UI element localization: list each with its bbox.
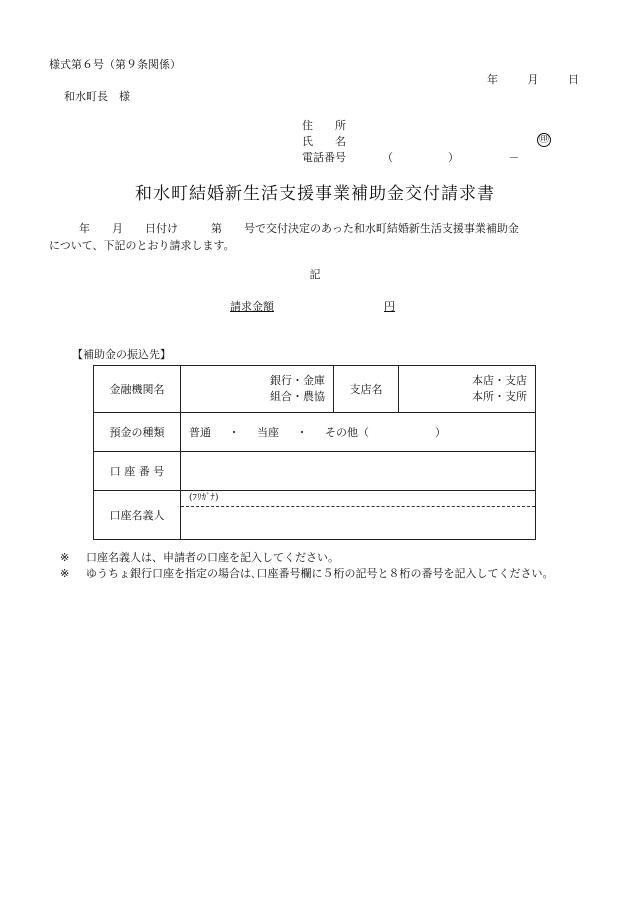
date-day-label: 日 [568,73,579,86]
account-holder-label: 口座名義人 [94,491,181,540]
amount-unit: 円 [384,300,395,313]
note-item [60,550,554,566]
note-item [60,566,554,582]
deposit-type-label: 預金の種類 [94,413,181,452]
branch-label: 支店名 [334,366,399,413]
account-holder-row [94,491,536,540]
seal-icon: ㊞ [539,134,549,145]
institution-types-1: 銀行・金庫 [270,374,325,387]
deposit-option-other[interactable]: その他（ ） [325,426,446,439]
bank-section-title: 【補助金の振込先】 [72,348,171,361]
phone-label: 電話番号 [302,151,346,164]
branch-field[interactable] [399,366,536,413]
account-holder-field[interactable] [181,491,536,540]
account-number-row [94,452,536,491]
addressee: 和水町長 様 [64,90,130,103]
deposit-option-current[interactable]: 当座 [257,426,279,439]
amount-label: 請求金額 [230,300,274,313]
deposit-type-row [94,413,536,452]
name-label: 氏 名 [302,135,346,148]
bank-account-table [93,365,536,540]
institution-row [94,366,536,413]
address-label: 住 所 [302,119,346,132]
note-mark: ※ [60,567,70,580]
institution-field[interactable] [181,366,334,413]
request-amount-line [230,298,395,314]
phone-format: （ ） － [382,151,520,164]
request-body [49,220,589,254]
date-year-label: 年 [487,73,498,86]
date-month-label: 月 [527,73,539,86]
institution-label: 金融機関名 [94,366,181,413]
holder-name-input[interactable] [181,507,535,539]
notes [60,550,554,582]
deposit-type-field[interactable] [181,413,536,452]
account-number-label: 口 座 番 号 [94,452,181,491]
branch-types-2: 本所・支所 [472,390,527,403]
deposit-option-regular[interactable]: 普通 [189,426,211,439]
applicant-block [302,118,520,166]
note-text: ゆうちょ銀行口座を指定の場合は､口座番号欄に５桁の記号と８桁の番号を記入してください。 [86,567,554,580]
ki-heading: 記 [309,268,321,281]
note-text: 口座名義人は、申請者の口座を記入してください。 [86,551,339,564]
document-title: 和水町結婚新生活支援事業補助金交付請求書 [135,184,495,204]
furigana-label: (ﾌﾘｶﾞﾅ) [181,491,535,507]
date-line [487,71,605,87]
account-number-field[interactable] [181,452,536,491]
deposit-option-sep-1: ・ [228,426,240,439]
institution-types-2: 組合・農協 [270,390,325,403]
branch-types-1: 本店・支店 [472,374,527,387]
deposit-option-sep-2: ・ [296,426,308,439]
form-number: 様式第６号（第９条関係） [49,58,181,71]
note-mark: ※ [60,551,70,564]
body-line-1: 年 月 日付け 第 号で交付決定のあった和水町結婚新生活支援事業補助金 [79,222,519,235]
body-line-2: について、下記のとおり請求します。 [49,239,235,252]
